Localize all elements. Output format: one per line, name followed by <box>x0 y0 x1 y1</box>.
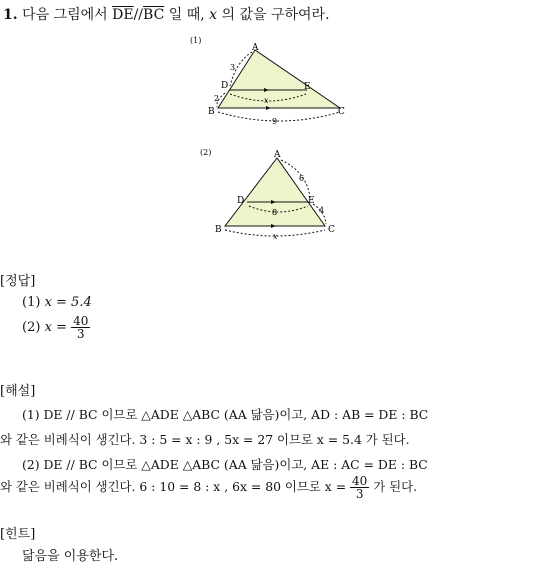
variable-x: x <box>209 7 218 23</box>
solution-2-line-2 <box>0 475 417 500</box>
length-bc-2: x <box>273 232 278 241</box>
answer-1-number: (1) <box>22 295 41 310</box>
label-e: E <box>304 82 311 92</box>
solution-2-tail: 가 된다. <box>373 479 418 494</box>
label-c-2: C <box>328 225 335 235</box>
label-a: A <box>252 43 259 53</box>
problem-statement <box>3 4 330 24</box>
label-b-2: B <box>215 225 222 235</box>
answer-heading: [정답] <box>0 274 36 289</box>
problem-text-mid: 일 때, <box>168 7 205 23</box>
figure-1-tag: (1) <box>190 36 202 45</box>
segment-de: $\overline{DE}$ <box>112 7 134 23</box>
length-ae: 6 <box>299 174 305 183</box>
solution-2-fraction <box>350 475 369 500</box>
fraction-denominator-2: 3 <box>355 487 364 501</box>
length-db: 2 <box>214 94 220 103</box>
length-de: x <box>264 96 269 105</box>
label-d-2: D <box>237 196 245 206</box>
hint-heading: [힌트] <box>0 527 36 542</box>
solution-heading: [해설] <box>0 384 36 399</box>
fraction-denominator: 3 <box>76 327 85 341</box>
hint-text: 닮음을 이용한다. <box>22 549 119 564</box>
figure-1 <box>180 30 360 130</box>
label-b: B <box>208 107 215 117</box>
solution-1-line-2: 와 같은 비례식이 생긴다. 3 : 5 = x : 9 , 5x = 27 이므로 x = 5.4 가 된다. <box>0 432 410 447</box>
length-ad: 3 <box>230 63 236 72</box>
label-c: C <box>338 107 345 117</box>
parallel-symbol: // <box>133 7 144 23</box>
segment-bc: $\overline{BC}$ <box>143 7 165 23</box>
label-e-2: E <box>308 196 315 206</box>
problem-text-end: 의 값을 구하여라. <box>221 7 330 23</box>
length-de-2: 8 <box>272 208 278 217</box>
arc-bc <box>218 112 340 121</box>
answer-2-fraction <box>71 315 90 340</box>
answer-2-number: (2) <box>22 320 41 335</box>
length-bc: 9 <box>272 117 278 126</box>
problem-text: 다음 그림에서 <box>22 7 108 23</box>
figure-2-tag: (2) <box>200 148 212 157</box>
fraction-numerator-2: 40 <box>352 474 368 488</box>
answer-1 <box>22 295 92 310</box>
fraction-numerator: 40 <box>73 314 89 328</box>
answer-1-equation: x = 5.4 <box>44 295 92 310</box>
solution-2-line-1: (2) DE // BC 이므로 △ADE △ABC (AA 닮음)이고, AE : AC = DE : BC <box>22 457 428 472</box>
solution-2-text: 와 같은 비례식이 생긴다. 6 : 10 = 8 : x , 6x = 80 이므로 x = <box>0 479 347 494</box>
solution-1-line-1: (1) DE // BC 이므로 △ADE △ABC (AA 닮음)이고, AD : AB = DE : BC <box>22 407 429 422</box>
figure-2 <box>195 142 355 242</box>
label-d: D <box>221 81 229 91</box>
answer-2-equation: x = <box>44 320 67 335</box>
label-a-2: A <box>274 150 281 160</box>
problem-number: 1. <box>3 7 18 23</box>
answer-2 <box>22 315 90 340</box>
length-ec: 4 <box>319 206 325 215</box>
